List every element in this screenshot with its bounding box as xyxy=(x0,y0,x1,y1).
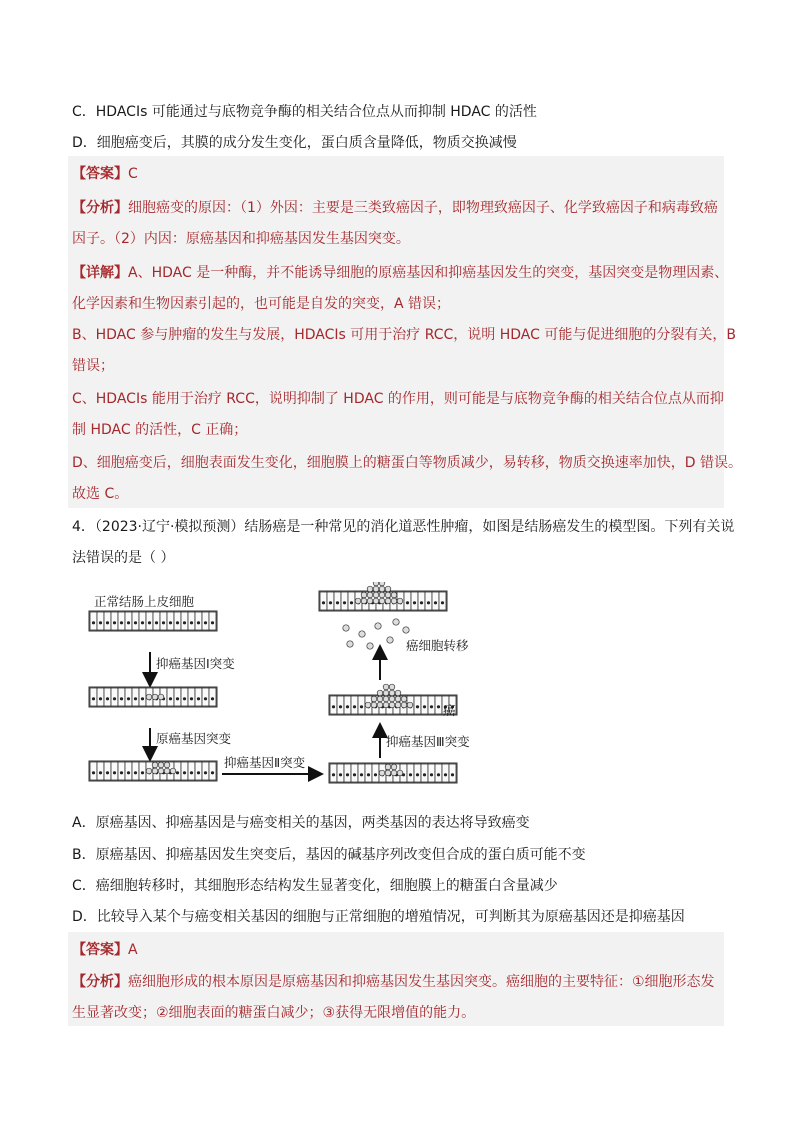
detail-c1: C、HDACIs 能用于治疗 RCC，说明抑制了 HDAC 的作用，则可能是与底物竞争酶的相关结合位点从而抑 xyxy=(72,391,724,407)
q4-answer-tag: 【答案】 xyxy=(72,942,128,958)
label-cancer: 癌 xyxy=(443,703,456,718)
q4-analysis-tag: 【分析】 xyxy=(72,974,128,990)
q4-option-c: C．癌细胞转移时，其细胞形态结构发生显著变化，细胞膜上的糖蛋白含量减少 xyxy=(72,878,558,894)
q4-option-b: B．原癌基因、抑癌基因发生突变后，基因的碱基序列改变但合成的蛋白质可能不变 xyxy=(72,847,586,863)
analysis-line-2: 因子。（2）内因：原癌基因和抑癌基因发生基因突变。 xyxy=(72,231,410,247)
label-step2: 原癌基因突变 xyxy=(156,731,232,746)
detail-c2: 制 HDAC 的活性，C 正确； xyxy=(72,422,248,438)
cell-row-step3 xyxy=(329,763,457,783)
answer-value: C xyxy=(128,166,138,182)
q4-option-d: D．比较导入某个与癌变相关基因的细胞与正常细胞的增殖情况，可判断其为原癌基因还是抑癌基因 xyxy=(72,909,685,925)
label-step4: 抑癌基因Ⅲ突变 xyxy=(386,734,470,749)
answer-tag: 【答案】 xyxy=(72,166,128,182)
answer-line xyxy=(72,164,138,184)
label-step1: 抑癌基因Ⅰ突变 xyxy=(156,656,235,671)
cell-row-normal xyxy=(89,611,217,631)
cell-row-step1 xyxy=(89,687,217,707)
option-d: D．细胞癌变后，其膜的成分发生变化，蛋白质含量降低，物质交换减慢 xyxy=(72,135,517,151)
analysis-tag: 【分析】 xyxy=(72,200,128,216)
q4-analysis-text: 癌细胞形成的根本原因是原癌基因和抑癌基因发生基因突变。癌细胞的主要特征：①细胞形态发 xyxy=(128,974,715,990)
detail-line-1 xyxy=(72,263,728,283)
option-c: C．HDACIs 可能通过与底物竞争酶的相关结合位点从而抑制 HDAC 的活性 xyxy=(72,104,537,120)
detail-a2: 化学因素和生物因素引起的，也可能是自发的突变，A 错误； xyxy=(72,296,451,312)
analysis-line-1 xyxy=(72,198,718,218)
q4-answer-value: A xyxy=(128,942,138,958)
q4-analysis-2: 生显著改变；②细胞表面的糖蛋白减少；③获得无限增值的能力。 xyxy=(72,1005,476,1021)
detail-b2: 错误； xyxy=(72,358,114,374)
label-metastasis: 癌细胞转移 xyxy=(406,638,469,653)
cell-row-cancer xyxy=(329,684,457,715)
q4-stem-1: 4．（2023·辽宁·模拟预测）结肠癌是一种常见的消化道恶性肿瘤，如图是结肠癌发生的模型图。下列有关说 xyxy=(72,519,735,535)
detail-end: 故选 C。 xyxy=(72,486,129,502)
analysis-text: 细胞癌变的原因：（1）外因：主要是三类致癌因子，即物理致癌因子、化学致癌因子和病毒致癌 xyxy=(128,200,718,216)
q4-analysis-1 xyxy=(72,972,715,992)
detail-b1: B、HDAC 参与肿瘤的发生与发展，HDACIs 可用于治疗 RCC，说明 HDAC 可能与促进细胞的分裂有关，B xyxy=(72,327,736,343)
colon-cancer-model-figure xyxy=(80,582,500,794)
q4-answer-line xyxy=(72,940,138,960)
q4-stem-2: 法错误的是（ ） xyxy=(72,550,175,566)
label-normal-cells: 正常结肠上皮细胞 xyxy=(94,594,195,609)
q4-option-a: A．原癌基因、抑癌基因是与癌变相关的基因，两类基因的表达将导致癌变 xyxy=(72,815,530,831)
detail-d1: D、细胞癌变后，细胞表面发生变化，细胞膜上的糖蛋白等物质减少，易转移，物质交换速率加快，D 错误。 xyxy=(72,455,743,471)
figure-svg xyxy=(80,582,500,794)
detail-tag: 【详解】 xyxy=(72,265,128,281)
detail-a1: A、HDAC 是一种酶，并不能诱导细胞的原癌基因和抑癌基因发生的突变，基因突变是物理因素、 xyxy=(128,265,729,281)
cell-row-step2 xyxy=(89,761,217,781)
label-step3: 抑癌基因Ⅱ突变 xyxy=(224,755,306,770)
